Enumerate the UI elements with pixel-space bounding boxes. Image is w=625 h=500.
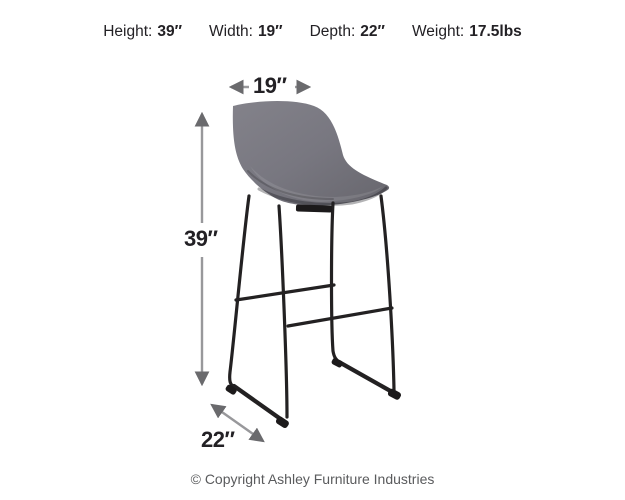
width-dimension-label: 19″ bbox=[253, 73, 287, 98]
spec-depth-label: Depth: bbox=[309, 23, 356, 40]
stool-frame bbox=[225, 196, 402, 429]
frame-seat-bracket bbox=[296, 204, 332, 212]
spec-depth-value: 22″ bbox=[360, 23, 385, 40]
frame-right-runner bbox=[339, 362, 394, 393]
frame-leg-rear-left bbox=[279, 206, 287, 417]
stool-seat bbox=[233, 101, 389, 206]
spec-weight-value: 17.5lbs bbox=[469, 23, 522, 40]
spec-height-value: 39″ bbox=[157, 23, 182, 40]
frame-leg-front-left bbox=[230, 196, 249, 388]
spec-width-value: 19″ bbox=[257, 23, 283, 40]
frame-footrest-lower bbox=[288, 308, 392, 326]
frame-leg-rear-right bbox=[381, 196, 394, 390]
spec-weight-label: Weight: bbox=[411, 23, 465, 40]
frame-left-runner bbox=[234, 386, 282, 420]
spec-height-label: Height: bbox=[103, 23, 153, 40]
height-dimension-label: 39″ bbox=[184, 226, 218, 251]
spec-width-label: Width: bbox=[209, 23, 253, 40]
frame-leg-front-right bbox=[332, 203, 341, 363]
copyright-text: © Copyright Ashley Furniture Industries bbox=[190, 471, 435, 487]
seat-shell-path bbox=[233, 101, 389, 206]
depth-dimension-label: 22″ bbox=[201, 427, 235, 452]
